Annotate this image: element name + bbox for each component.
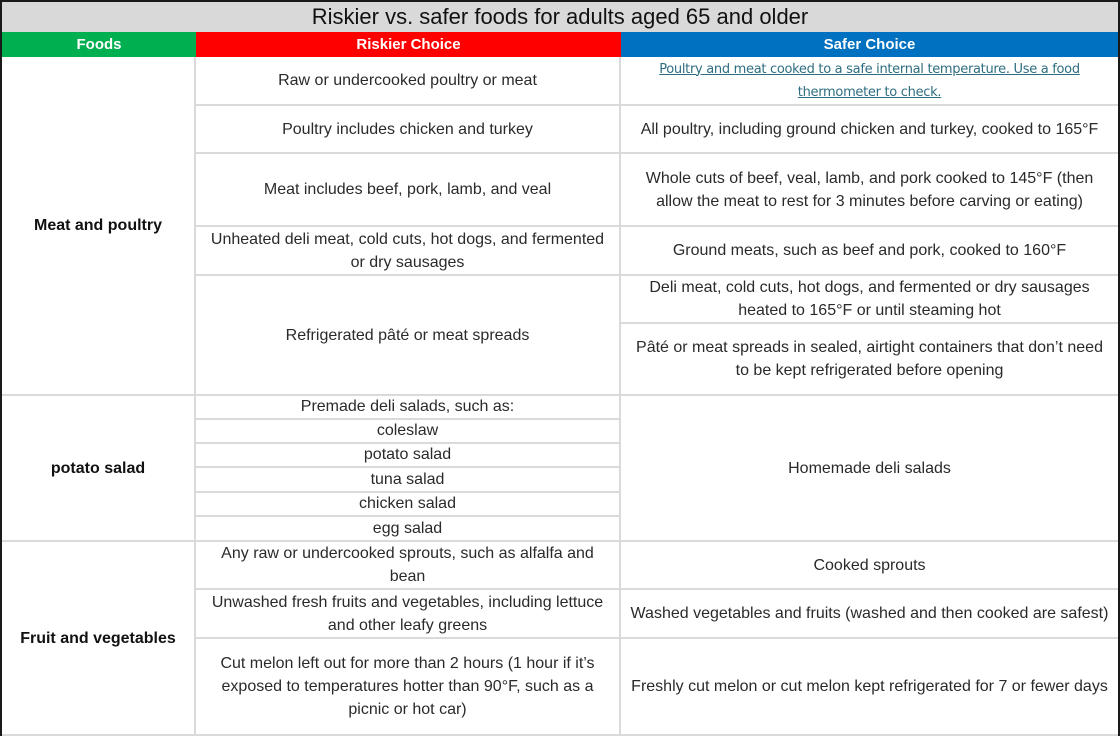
riskier-cell: Refrigerated pâté or meat spreads xyxy=(196,276,621,396)
column-header-riskier: Riskier Choice xyxy=(196,32,621,57)
riskier-cell: Poultry includes chicken and turkey xyxy=(196,106,621,154)
riskier-cell: Any raw or undercooked sprouts, such as alfalfa and bean xyxy=(196,542,621,590)
riskier-cell: Meat includes beef, pork, lamb, and veal xyxy=(196,154,621,227)
riskier-cell: chicken salad xyxy=(196,493,621,517)
riskier-cell: potato salad xyxy=(196,444,621,468)
riskier-cell: tuna salad xyxy=(196,468,621,493)
column-header-safer: Safer Choice xyxy=(621,32,1118,57)
riskier-cell: coleslaw xyxy=(196,420,621,444)
riskier-cell: Raw or undercooked poultry or meat xyxy=(196,57,621,106)
category-meat-and-poultry: Meat and poultry xyxy=(2,57,196,396)
riskier-cell: Premade deli salads, such as: xyxy=(196,396,621,420)
category-fruit-and-vegetables: Fruit and vegetables xyxy=(2,542,196,736)
food-thermometer-link[interactable]: Poultry and meat cooked to a safe internal temperature. Use a food thermometer to check. xyxy=(659,61,1080,100)
safer-cell: Ground meats, such as beef and pork, cooked to 160°F xyxy=(621,227,1118,276)
category-potato-salad: potato salad xyxy=(2,396,196,542)
riskier-cell: Cut melon left out for more than 2 hours (1 hour if it’s exposed to temperatures hotter than 90°F, such as a picnic or hot car) xyxy=(196,639,621,736)
safer-cell: Pâté or meat spreads in sealed, airtight containers that don’t need to be kept refrigerated before opening xyxy=(621,324,1118,396)
safer-cell: Washed vegetables and fruits (washed and then cooked are safest) xyxy=(621,590,1118,639)
safer-cell-link[interactable] xyxy=(621,57,1118,106)
page-title: Riskier vs. safer foods for adults aged 65 and older xyxy=(2,2,1118,32)
safer-cell: Freshly cut melon or cut melon kept refrigerated for 7 or fewer days xyxy=(621,639,1118,736)
safer-cell: All poultry, including ground chicken and turkey, cooked to 165°F xyxy=(621,106,1118,154)
safer-cell: Cooked sprouts xyxy=(621,542,1118,590)
riskier-cell: Unwashed fresh fruits and vegetables, including lettuce and other leafy greens xyxy=(196,590,621,639)
riskier-cell: Unheated deli meat, cold cuts, hot dogs, and fermented or dry sausages xyxy=(196,227,621,276)
safer-cell: Deli meat, cold cuts, hot dogs, and fermented or dry sausages heated to 165°F or until steaming hot xyxy=(621,276,1118,324)
riskier-cell: egg salad xyxy=(196,517,621,542)
column-header-foods: Foods xyxy=(2,32,196,57)
safer-cell: Homemade deli salads xyxy=(621,396,1118,542)
safer-cell: Whole cuts of beef, veal, lamb, and pork cooked to 145°F (then allow the meat to rest for 3 minutes before carving or eating) xyxy=(621,154,1118,227)
